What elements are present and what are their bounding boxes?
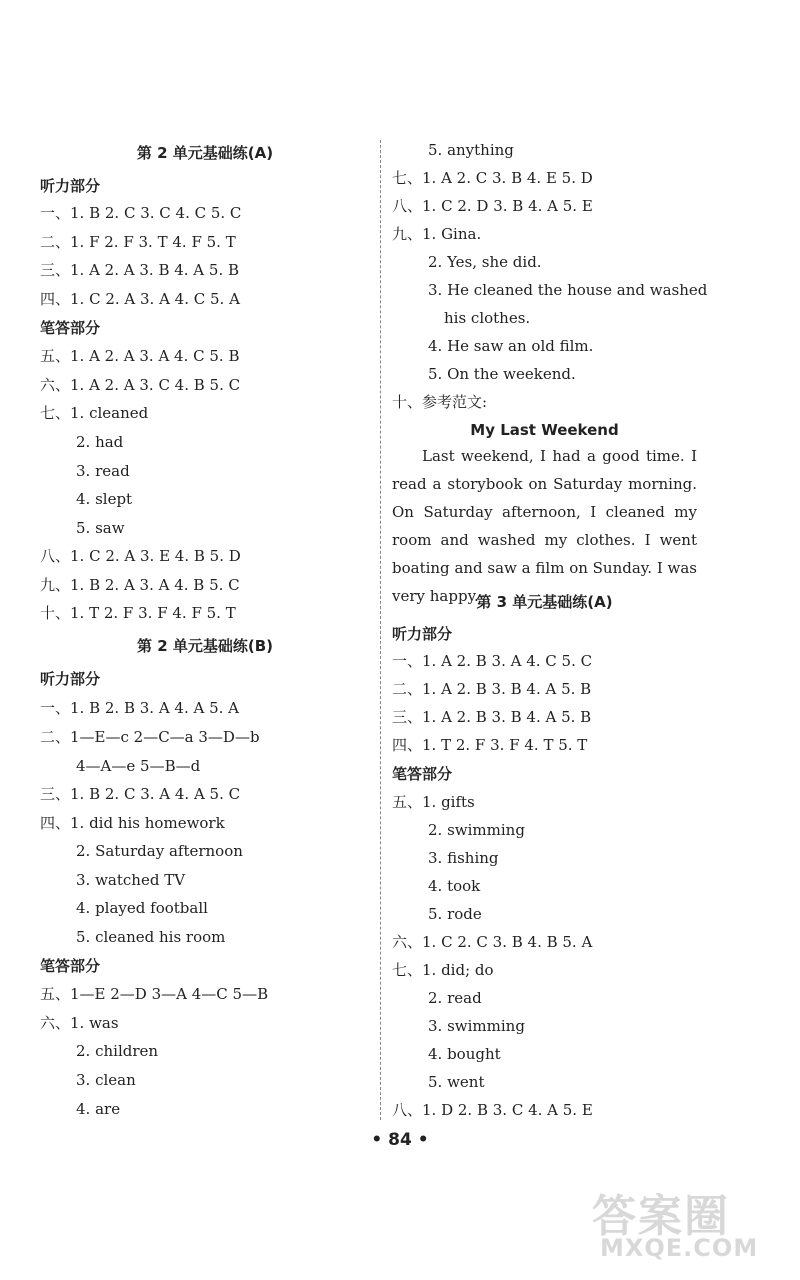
answer-line: 3. swimming <box>428 1017 525 1035</box>
subsection-heading: 笔答部分 <box>392 765 453 783</box>
answer-line: 五、1. gifts <box>392 793 475 811</box>
watermark-logo <box>592 1180 782 1270</box>
section-heading: 第 3 单元基础练(A) <box>476 593 613 611</box>
answer-line: 5. anything <box>428 141 514 159</box>
answer-line: 2. read <box>428 989 482 1007</box>
subsection-heading: 听力部分 <box>392 625 453 643</box>
column-divider <box>380 140 381 1120</box>
answer-line: 五、1. A 2. A 3. A 4. C 5. B <box>40 347 240 365</box>
answer-line: 十、1. T 2. F 3. F 4. F 5. T <box>40 604 236 622</box>
answer-line: 一、1. B 2. C 3. C 4. C 5. C <box>40 204 242 222</box>
subsection-heading: 笔答部分 <box>40 957 101 975</box>
answer-line: 5. went <box>428 1073 485 1091</box>
answer-line: 4. took <box>428 877 481 895</box>
answer-line: 四、1. C 2. A 3. A 4. C 5. A <box>40 290 240 308</box>
answer-line: 4. slept <box>76 490 133 508</box>
answer-line: 十、参考范文: <box>392 393 488 411</box>
answer-line: 4. bought <box>428 1045 501 1063</box>
answer-line: 2. swimming <box>428 821 525 839</box>
answer-line: 5. cleaned his room <box>76 928 226 946</box>
answer-line: 3. He cleaned the house and washed <box>428 281 708 299</box>
answer-line: 六、1. was <box>40 1014 119 1032</box>
answer-line: 4. are <box>76 1100 121 1118</box>
answer-line: 七、1. cleaned <box>40 404 149 422</box>
subsection-heading: 听力部分 <box>40 670 101 688</box>
answer-line: 3. watched TV <box>76 871 186 889</box>
subsection-heading: 笔答部分 <box>40 319 101 337</box>
essay-body: Last weekend, I had a good time. I read a storybook on Saturday morning. On Saturday afternoon, I cleaned my room and washed my clothes. I went boating and saw a film on Sunday. I was very happy. <box>392 447 697 605</box>
answer-line: 八、1. C 2. D 3. B 4. A 5. E <box>392 197 593 215</box>
answer-line: 三、1. A 2. A 3. B 4. A 5. B <box>40 261 240 279</box>
watermark-text: 答案圈 <box>592 1191 730 1242</box>
page-number: • 84 • <box>371 1130 429 1150</box>
answer-line: 四、1. T 2. F 3. F 4. T 5. T <box>392 736 588 754</box>
subsection-heading: 听力部分 <box>40 177 101 195</box>
answer-line: 五、1—E 2—D 3—A 4—C 5—B <box>40 985 269 1003</box>
answer-line: 二、1—E—c 2—C—a 3—D—b <box>40 728 260 746</box>
answer-line: 3. fishing <box>428 849 499 867</box>
answer-line: 4—A—e 5—B—d <box>76 757 201 775</box>
answer-line: 5. On the weekend. <box>428 365 576 383</box>
essay-title: My Last Weekend <box>470 421 619 439</box>
answer-line: 九、1. Gina. <box>392 225 482 243</box>
answer-line: 2. Yes, she did. <box>428 253 542 271</box>
answer-line: 三、1. A 2. B 3. B 4. A 5. B <box>392 708 592 726</box>
answer-line: 二、1. F 2. F 3. T 4. F 5. T <box>40 233 236 251</box>
answer-line: 二、1. A 2. B 3. B 4. A 5. B <box>392 680 592 698</box>
answer-line: 七、1. A 2. C 3. B 4. E 5. D <box>392 169 593 187</box>
answer-line: 三、1. B 2. C 3. A 4. A 5. C <box>40 785 241 803</box>
answer-line: 八、1. C 2. A 3. E 4. B 5. D <box>40 547 241 565</box>
answer-line: 4. He saw an old film. <box>428 337 594 355</box>
section-heading: 第 2 单元基础练(A) <box>136 144 274 162</box>
answer-line: 八、1. D 2. B 3. C 4. A 5. E <box>392 1101 593 1119</box>
answer-line: 九、1. B 2. A 3. A 4. B 5. C <box>40 576 240 594</box>
answer-line: 5. saw <box>76 519 125 537</box>
answer-line: 七、1. did; do <box>392 961 494 979</box>
answer-line: 4. played football <box>76 899 208 917</box>
answer-line: 六、1. A 2. A 3. C 4. B 5. C <box>40 376 241 394</box>
answer-line: 3. read <box>76 462 130 480</box>
answer-line: 六、1. C 2. C 3. B 4. B 5. A <box>392 933 593 951</box>
watermark-url: MXQE.COM <box>600 1234 759 1262</box>
answer-line: 一、1. B 2. B 3. A 4. A 5. A <box>40 699 240 717</box>
answer-line: 四、1. did his homework <box>40 814 225 832</box>
answer-line: 3. clean <box>76 1071 136 1089</box>
answer-line: 一、1. A 2. B 3. A 4. C 5. C <box>392 652 593 670</box>
answer-line: his clothes. <box>444 309 531 327</box>
answer-line: 5. rode <box>428 905 482 923</box>
answer-line: 2. children <box>76 1042 159 1060</box>
answer-line: 2. Saturday afternoon <box>76 842 243 860</box>
answer-line: 2. had <box>76 433 124 451</box>
section-heading: 第 2 单元基础练(B) <box>136 637 274 655</box>
